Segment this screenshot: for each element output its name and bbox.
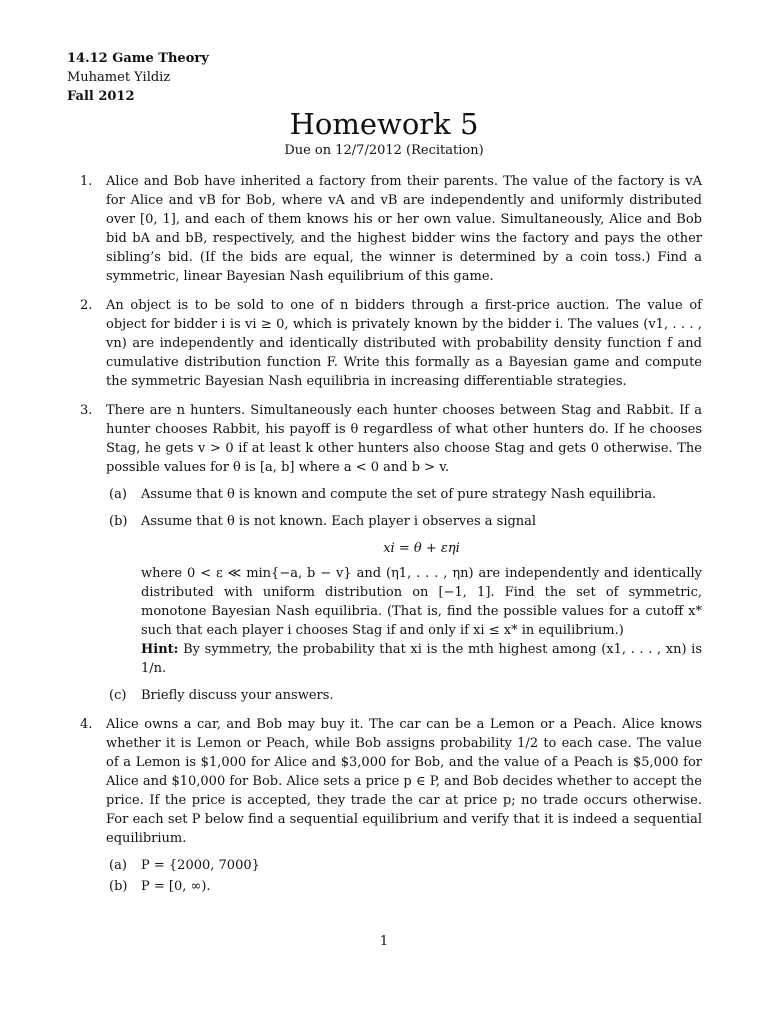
course-title: 14.12 Game Theory (67, 51, 209, 66)
problem-text: An object is to be sold to one of n bidders through a first-price auction. The value of object for bidder i is vi ≥ 0, which is privately known by the bidder i. The values (v1, . . . , vn) are independently and identically distributed with probability density function f and cumulative distribution function F. Write this formally as a Bayesian game and compute the symmetric Bayesian Nash equilibria in increasing differentiable strategies. (106, 298, 702, 389)
problem-list (80, 172, 702, 906)
part-text: Assume that θ is not known. Each player i observes a signal (141, 514, 537, 529)
problem-4b (106, 877, 702, 896)
hint (141, 640, 702, 678)
problem-number: 4. (80, 717, 93, 732)
part-label: (a) (109, 487, 127, 502)
problem-1 (80, 172, 702, 286)
hint-text: By symmetry, the probability that xi is the mth highest among (x1, . . . , xn) is 1/n. (141, 642, 702, 676)
signal-equation: xi = θ + εηi (383, 541, 460, 556)
problem-3a (106, 485, 702, 504)
problem-number: 2. (80, 298, 93, 313)
instructor-name: Muhamet Yildiz (67, 70, 171, 85)
course-header (67, 49, 209, 106)
part-text: P = {2000, 7000} (141, 858, 260, 873)
problem-text: There are n hunters. Simultaneously each hunter chooses between Stag and Rabbit. If a hunter chooses Rabbit, his payoff is θ regardless of what other hunters do. If he chooses Stag, he gets v > 0 if at least k other hunters also choose Stag and gets 0 otherwise. The possible values for θ is [a, b] where a < 0 and b > v. (106, 403, 702, 475)
problem-2 (80, 296, 702, 391)
part-text: Assume that θ is known and compute the set of pure strategy Nash equilibria. (141, 487, 657, 502)
problem-4a (106, 856, 702, 875)
part-text-continued: where 0 < ε ≪ min{−a, b − v} and (η1, . . . , ηn) are independently and identically distributed with uniform distribution on [−1, 1]. Find the set of symmetric, monotone Bayesian Nash equilibria. (That is, find the possible values for a cutoff x* such that each player i chooses Stag if and only if xi ≤ x* in equilibrium.) (141, 566, 702, 638)
hint-label: Hint: (141, 642, 179, 657)
part-label: (a) (109, 858, 127, 873)
part-text: Briefly discuss your answers. (141, 688, 334, 703)
part-text: P = [0, ∞). (141, 879, 211, 894)
part-label: (b) (109, 514, 128, 529)
part-label: (b) (109, 879, 128, 894)
page-number: 1 (379, 934, 389, 949)
problem-text: Alice and Bob have inherited a factory from their parents. The value of the factory is vA for Alice and vB for Bob, where vA and vB are independently and uniformly distributed over [0, 1], and each of them knows his or her own value. Simultaneously, Alice and Bob bid bA and bB, respectively, and the highest bidder wins the factory and pays the other sibling’s bid. (If the bids are equal, the winner is determined by a coin toss.) Find a symmetric, linear Bayesian Nash equilibrium of this game. (106, 174, 702, 284)
term: Fall 2012 (67, 89, 135, 104)
problem-text: Alice owns a car, and Bob may buy it. The car can be a Lemon or a Peach. Alice knows whether it is Lemon or Peach, while Bob assigns probability 1/2 to each case. The value of a Lemon is $1,000 for Alice and $3,000 for Bob, and the value of a Peach is $5,000 for Alice and $10,000 for Bob. Alice sets a price p ∈ P, and Bob decides whether to accept the price. If the price is accepted, they trade the car at price p; no trade occurs otherwise. For each set P below find a sequential equilibrium and verify that it is indeed a sequential equilibrium. (106, 717, 702, 846)
problem-3c (106, 686, 702, 705)
problem-number: 3. (80, 403, 93, 418)
due-date: Due on 12/7/2012 (Recitation) (284, 143, 484, 158)
problem-3 (80, 401, 702, 705)
problem-4 (80, 715, 702, 896)
problem-3b (106, 512, 702, 678)
problem-number: 1. (80, 174, 93, 189)
page-title: Homework 5 (289, 107, 479, 141)
part-label: (c) (109, 688, 127, 703)
